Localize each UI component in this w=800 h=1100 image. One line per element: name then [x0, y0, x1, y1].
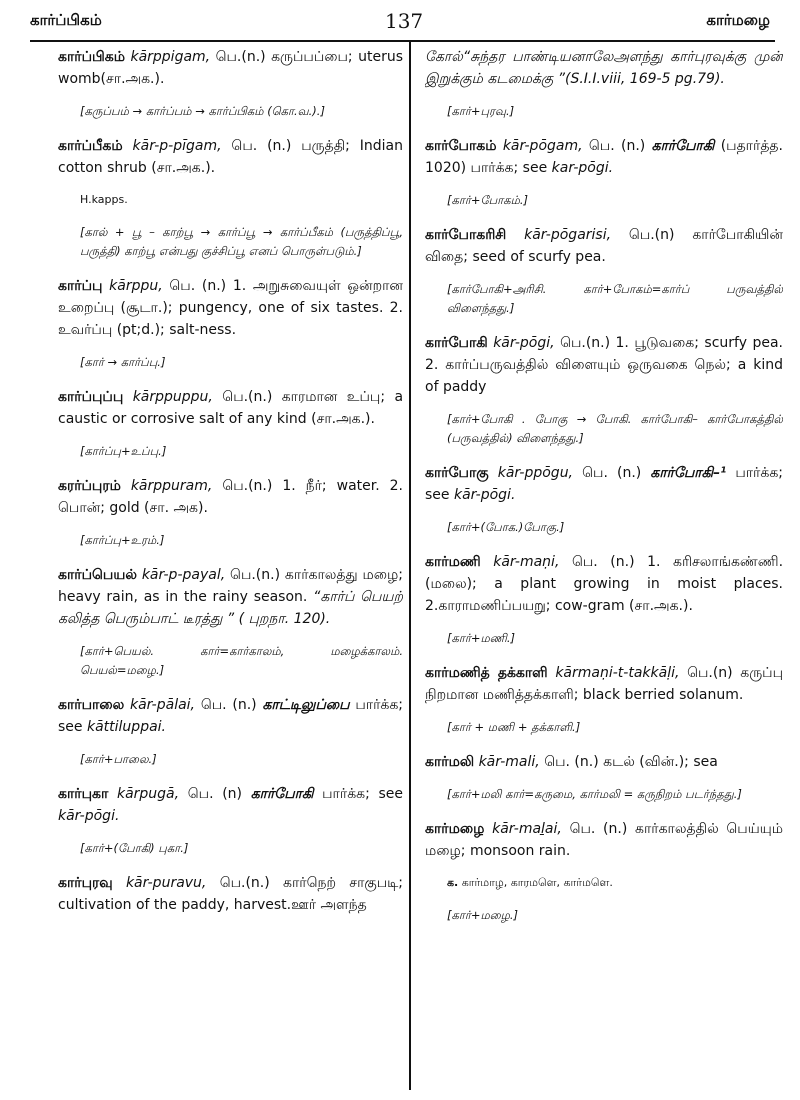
see-text: (பதார்த்த. 1020) பார்க்க; see — [425, 138, 783, 176]
definition: பெ. (n.) 1. அறுசுவையுள் ஒன்றான உறைப்பு (சூடா.); pungency, one of six tastes. 2. உவர்ப்பு (pt;d.); salt-ness. — [58, 278, 403, 338]
transliteration: kār-p-pīgam, — [132, 138, 222, 154]
definition: பெ. (n.) கடல் (வின்.); sea — [544, 754, 718, 770]
language-label: க. — [447, 876, 459, 889]
headword: கார்ப்பீகம் — [58, 138, 123, 154]
definition: பெ. (n.) கார்காலத்தில் பெய்யும் மழை; monsoon rain. — [425, 821, 783, 859]
etymology: [கார் → கார்ப்பு.] — [80, 355, 166, 369]
see-transliteration: kār-pōgi. — [453, 487, 516, 503]
headword: கார்ப்பிகம் — [58, 49, 125, 65]
definition: பெ.(n) கருப்பு நிறமான மணித்தக்காளி; black berried solanum. — [425, 665, 783, 703]
entry-continuation — [425, 46, 783, 90]
dictionary-entry — [58, 386, 403, 430]
transliteration: kār-ppōgu, — [497, 465, 574, 481]
transliteration: kārppu, — [109, 278, 163, 294]
cognate-note: H.kapps. — [80, 193, 128, 206]
transliteration: kārppigam, — [130, 49, 211, 65]
dictionary-entry — [58, 135, 403, 179]
headword: கார்ப்பெயல் — [58, 567, 137, 583]
definition: பெ.(n.) கார்நெற் சாகுபடி; cultivation of the paddy, harvest.ஊர் அளந்த — [58, 875, 403, 913]
cognate-forms: கார்மாழ, காரமளெ, கார்மளெ. — [461, 876, 613, 889]
etymology: [கார்+மலி கார்=கருமை, கார்மலி = கருநிறம் படர்ந்தது.] — [447, 787, 742, 801]
headword: கார்போகரிசி — [425, 227, 507, 243]
cognate-note — [447, 874, 783, 892]
transliteration: kār-pōgam, — [502, 138, 583, 154]
headword: கார்பாலை — [58, 697, 125, 713]
dictionary-entry — [425, 462, 783, 506]
etymology: [கார்+(போக.)போகு.] — [447, 520, 565, 534]
transliteration: kārppuram, — [130, 478, 213, 494]
headword: கார்போகி — [425, 335, 488, 351]
dictionary-entry — [425, 224, 783, 268]
dictionary-entry — [425, 818, 783, 862]
transliteration: kārppuppu, — [132, 389, 213, 405]
transliteration: kār-pōgarisi, — [524, 227, 612, 243]
literary-quote: “கார்ப் பெயற் கலித்த பெரும்பாட் டீரத்து ” ( புறநா. 120). — [58, 589, 403, 627]
transliteration: kārpugā, — [116, 786, 180, 802]
definition: பெ.(n.) 1. நீர்; water. 2. பொன்; gold (சா. அக). — [58, 478, 403, 516]
etymology: [கார்+புரவு.] — [447, 104, 515, 118]
dictionary-entry — [425, 332, 783, 398]
see-transliteration: kār-pōgi. — [58, 808, 120, 824]
headword: கார்போகம் — [425, 138, 497, 154]
etymology: [கார்போகி+அரிசி. கார்+போகம்=கார்ப் பருவத்தில் விளைந்தது.] — [447, 282, 783, 315]
headword: கார்மலி — [425, 754, 475, 770]
headword: கார்மணித் தக்காளி — [425, 665, 548, 681]
etymology: [கார்+பாலை.] — [80, 752, 157, 766]
etymology: [கார்+போகம்.] — [447, 193, 528, 207]
headword: கார்மணி — [425, 554, 481, 570]
etymology: [கார்ப்பு+உப்பு.] — [80, 444, 167, 458]
see-text: பார்க்க; see — [58, 697, 403, 735]
transliteration: kār-maḻai, — [492, 821, 562, 837]
cross-reference: கார்போகி — [250, 786, 314, 802]
left-running-head: கார்ப்பிகம் — [30, 11, 102, 29]
dictionary-entry — [425, 662, 783, 706]
headword: கார்புரவு — [58, 875, 113, 891]
right-column — [425, 46, 783, 1094]
header-rule — [30, 40, 775, 42]
dictionary-entry — [58, 475, 403, 519]
definition: பெ.(n.) கார்காலத்து மழை; heavy rain, as in the rainy season. — [58, 567, 403, 605]
see-text: பார்க்க; see — [322, 786, 403, 802]
cross-reference: காட்டிலுப்பை — [262, 697, 350, 713]
headword: கார்ப்பு — [58, 278, 103, 294]
headword: கார்ப்புப்பு — [58, 389, 124, 405]
right-running-head: கார்மழை — [706, 11, 770, 29]
see-text: பார்க்க; see — [425, 465, 783, 503]
dictionary-entry — [58, 275, 403, 341]
headword: கார்மழை — [425, 821, 485, 837]
headword: கரர்ப்புரம் — [58, 478, 121, 494]
dictionary-entry — [58, 564, 403, 630]
column-divider — [409, 40, 411, 1090]
transliteration: kārmaṇi-t-takkāḷi, — [555, 665, 680, 681]
page-number: 137 — [384, 9, 424, 33]
transliteration: kār-pōgi, — [493, 335, 555, 351]
definition: பெ. (n.) — [200, 697, 257, 713]
dictionary-entry — [425, 751, 783, 773]
etymology: [கருப்பம் → கார்ப்பம் → கார்ப்பிகம் (கொ.வ.).] — [80, 104, 325, 118]
etymology: [கார்+போகி . போகு → போகி. கார்போகி– கார்போகத்தில் (பருவத்தில்) விளைந்தது.] — [447, 412, 783, 445]
left-column — [58, 46, 403, 1094]
etymology: [கார்+பெயல். கார்=கார்காலம், மழைக்காலம். பெயல்=மழை.] — [80, 644, 403, 677]
headword: கார்போகு — [425, 465, 489, 481]
etymology: [கால் + பூ – காற்பூ → கார்ப்பூ → கார்ப்பீகம் (பருத்திப்பூ, பருத்தி) காற்பூ என்பது குச்சிப்பூ எனப் பொருள்படும்.] — [80, 225, 403, 258]
cross-reference: கார்போகி–¹ — [650, 465, 727, 481]
definition: பெ.(n.) கருப்பப்பை; uterus womb(சா.அக.). — [58, 49, 403, 87]
transliteration: kār-pālai, — [130, 697, 196, 713]
see-transliteration: kāttiluppai. — [86, 719, 166, 735]
cross-reference: கார்போகி — [651, 138, 715, 154]
dictionary-entry — [425, 551, 783, 617]
transliteration: kār-maṇi, — [493, 554, 560, 570]
transliteration: kār-puravu, — [125, 875, 207, 891]
etymology: [கார்+மணி.] — [447, 631, 515, 645]
definition: பெ. (n.) — [588, 138, 646, 154]
see-transliteration: kar-pōgi. — [551, 160, 614, 176]
dictionary-entry — [58, 783, 403, 827]
definition: பெ. (n.) பருத்தி; Indian cotton shrub (சா.அக.). — [58, 138, 403, 176]
etymology: [கார் + மணி + தக்காளி.] — [447, 720, 581, 734]
definition: பெ. (n.) — [582, 465, 642, 481]
definition: பெ. (n) — [187, 786, 243, 802]
definition: பெ.(n) கார்போகியின் விதை; seed of scurfy pea. — [425, 227, 783, 265]
definition: பெ.(n.) 1. பூடுவகை; scurfy pea. 2. கார்ப்பருவத்தில் விளையும் ஒருவகை நெல்; a kind of paddy — [425, 335, 783, 395]
dictionary-entry — [58, 694, 403, 738]
transliteration: kār-mali, — [478, 754, 540, 770]
etymology: [கார்+(போகி) புகா.] — [80, 841, 189, 855]
page-header — [30, 4, 770, 38]
transliteration: kār-p-payal, — [141, 567, 226, 583]
headword: கார்புகா — [58, 786, 109, 802]
dictionary-entry — [58, 46, 403, 90]
dictionary-entry — [425, 135, 783, 179]
etymology: [கார்ப்பு+உரம்.] — [80, 533, 165, 547]
etymology: [கார்+மழை.] — [447, 908, 519, 922]
continued-quote: கோல்“சுந்தர பாண்டியனாலேஅளந்து கார்புரவுக்கு முன் இறுக்கும் கடமைக்கு ”(S.I.I.viii, 169-5 pg.79). — [425, 49, 783, 87]
definition: பெ.(n.) காரமான உப்பு; a caustic or corrosive salt of any kind (சா.அக.). — [58, 389, 403, 427]
dictionary-entry — [58, 872, 403, 916]
definition: பெ. (n.) 1. கரிசலாங்கண்ணி. (மலை); a plant growing in moist places. 2.காராமணிப்பயறு; cow-gram (சா.அக.). — [425, 554, 783, 614]
